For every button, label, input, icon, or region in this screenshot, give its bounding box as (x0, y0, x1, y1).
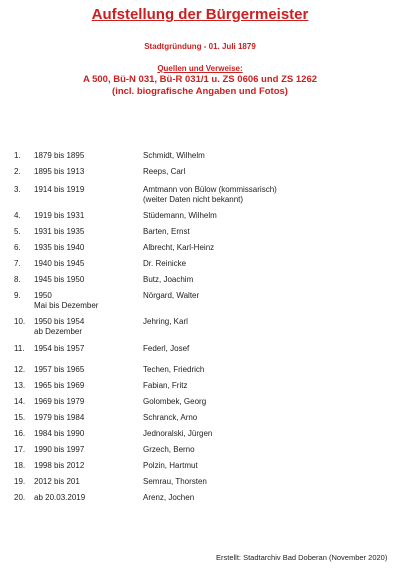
term-years: 1914 bis 1919 (34, 185, 85, 194)
mayor-name-text: Barten, Ernst (143, 227, 190, 236)
term-period (34, 227, 84, 237)
term-years: 1950 (34, 291, 52, 300)
list-item-number: 5. (14, 227, 21, 236)
term-years: 1965 bis 1969 (34, 381, 85, 390)
sources-references: A 500, Bü-N 031, Bü-R 031/1 u. ZS 0606 und ZS 1262 (82, 74, 318, 85)
mayor-name (143, 397, 206, 407)
mayor-name-text: Amtmann von Bülow (kommissarisch) (143, 185, 277, 194)
page-title: Aufstellung der Bürgermeister (91, 6, 309, 23)
list-item-number: 9. (14, 291, 21, 300)
mayor-name (143, 185, 277, 204)
list-item-number: 3. (14, 185, 21, 194)
term-period (34, 317, 84, 336)
mayor-name-note: (weiter Daten nicht bekannt) (143, 194, 244, 204)
term-years: 1969 bis 1979 (34, 397, 85, 406)
term-period (34, 429, 84, 439)
mayor-name (143, 243, 214, 253)
mayor-name-text: Golombek, Georg (143, 397, 207, 406)
term-note: Mai bis Dezember (34, 300, 99, 310)
mayor-name-text: Federl, Josef (143, 344, 190, 353)
term-years: 1940 bis 1945 (34, 259, 85, 268)
list-item-number: 2. (14, 167, 21, 176)
term-period (34, 493, 85, 503)
list-item-number: 1. (14, 151, 21, 160)
list-item-number: 7. (14, 259, 21, 268)
mayor-name-text: Albrecht, Karl-Heinz (143, 243, 215, 252)
mayor-name-text: Jednoralski, Jürgen (143, 429, 213, 438)
term-years: 1950 bis 1954 (34, 317, 85, 326)
list-item-number: 4. (14, 211, 21, 220)
list-item-number: 16. (14, 429, 26, 438)
term-years: 1998 bis 2012 (34, 461, 85, 470)
term-years: 1954 bis 1957 (34, 344, 85, 353)
list-item-number: 20. (14, 493, 26, 502)
mayor-name (143, 413, 197, 423)
term-years: ab 20.03.2019 (34, 493, 86, 502)
list-item-number: 15. (14, 413, 26, 422)
mayor-name-text: Jehring, Karl (143, 317, 188, 326)
term-period (34, 477, 80, 487)
term-period (34, 381, 84, 391)
term-period (34, 344, 84, 354)
mayor-name (143, 493, 194, 503)
term-period (34, 185, 84, 195)
term-period (34, 445, 84, 455)
list-item-number: 17. (14, 445, 26, 454)
term-years: 1957 bis 1965 (34, 365, 85, 374)
list-item-number: 6. (14, 243, 21, 252)
term-period (34, 461, 84, 471)
mayor-name (143, 151, 205, 161)
mayor-name (143, 259, 186, 269)
term-period (34, 275, 84, 285)
term-period (34, 397, 84, 407)
founding-date: Stadtgründung - 01. Juli 1879 (144, 42, 256, 51)
term-note: ab Dezember (34, 326, 83, 336)
term-years: 1979 bis 1984 (34, 413, 85, 422)
mayor-name-text: Schmidt, Wilhelm (143, 151, 205, 160)
list-item-number: 10. (14, 317, 26, 326)
mayor-name-text: Grzech, Berno (143, 445, 195, 454)
term-period (34, 365, 84, 375)
list-item-number: 8. (14, 275, 21, 284)
mayor-name (143, 477, 207, 487)
mayor-name (143, 167, 185, 177)
sources-note: (incl. biografische Angaben und Fotos) (112, 86, 288, 97)
list-item-number: 11. (14, 344, 25, 353)
mayor-name (143, 211, 217, 221)
list-item-number: 14. (14, 397, 26, 406)
mayor-name (143, 227, 190, 237)
term-years: 1879 bis 1895 (34, 151, 85, 160)
mayor-name (143, 445, 195, 455)
term-years: 1984 bis 1990 (34, 429, 85, 438)
mayor-name-text: Techen, Friedrich (143, 365, 205, 374)
term-period (34, 167, 84, 177)
term-period (34, 291, 98, 310)
mayor-name-text: Dr. Reinicke (143, 259, 187, 268)
mayor-name-text: Polzin, Hartmut (143, 461, 198, 470)
term-years: 1919 bis 1931 (34, 211, 85, 220)
list-item-number: 12. (14, 365, 26, 374)
term-years: 1895 bis 1913 (34, 167, 85, 176)
term-years: 1990 bis 1997 (34, 445, 85, 454)
mayor-name-text: Butz, Joachim (143, 275, 194, 284)
mayor-name (143, 429, 212, 439)
term-period (34, 413, 84, 423)
mayor-name (143, 344, 189, 354)
mayor-name-text: Stüdemann, Wilhelm (143, 211, 217, 220)
mayor-name (143, 365, 204, 375)
term-period (34, 259, 84, 269)
mayor-name (143, 381, 187, 391)
mayor-name-text: Arenz, Jochen (143, 493, 195, 502)
footer-credit: Erstellt: Stadtarchiv Bad Doberan (November 2020) (216, 553, 388, 562)
mayor-name-text: Nörgard, Walter (143, 291, 200, 300)
list-item-number: 18. (14, 461, 26, 470)
mayor-name-text: Reeps, Carl (143, 167, 186, 176)
term-period (34, 211, 84, 221)
mayor-name-text: Fabian, Fritz (143, 381, 188, 390)
term-period (34, 151, 84, 161)
term-years: 1931 bis 1935 (34, 227, 85, 236)
term-period (34, 243, 84, 253)
mayor-name-text: Schranck, Arno (143, 413, 198, 422)
list-item-number: 13. (14, 381, 26, 390)
mayor-name (143, 317, 188, 327)
mayor-name-text: Semrau, Thorsten (143, 477, 207, 486)
mayor-name (143, 275, 193, 285)
term-years: 2012 bis 201 (34, 477, 80, 486)
list-item-number: 19. (14, 477, 26, 486)
term-years: 1945 bis 1950 (34, 275, 85, 284)
sources-heading: Quellen und Verweise: (157, 64, 243, 73)
mayor-name (143, 461, 198, 471)
mayor-name (143, 291, 199, 301)
term-years: 1935 bis 1940 (34, 243, 85, 252)
